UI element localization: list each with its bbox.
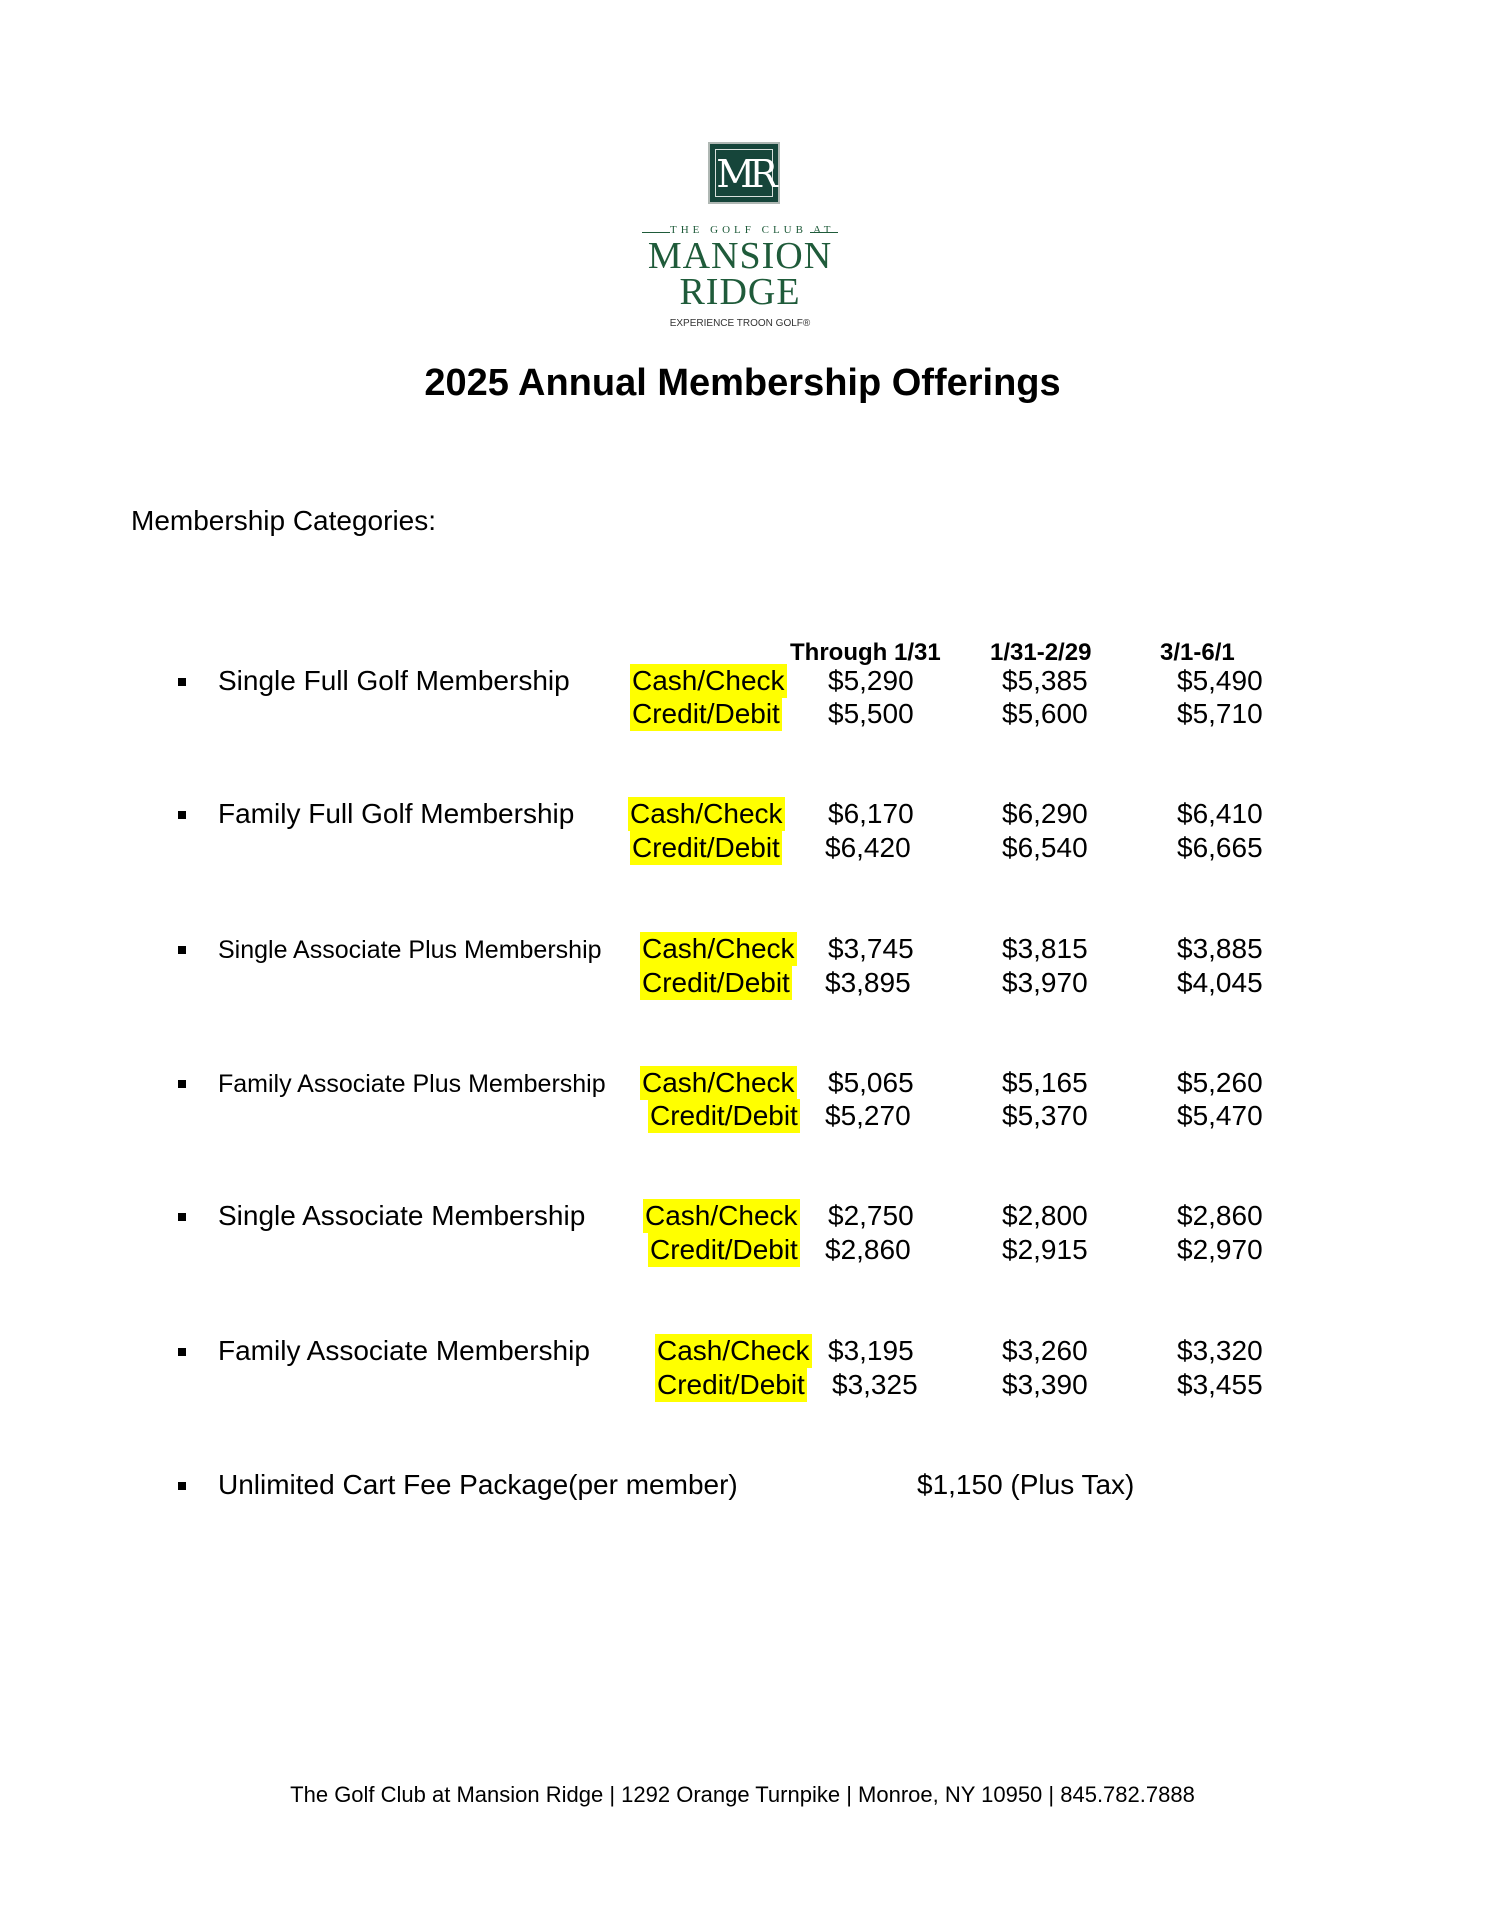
price-cash-col1: $5,065: [828, 1067, 914, 1098]
price-credit-col3: $2,970: [1177, 1234, 1263, 1265]
bullet-icon: [178, 1213, 186, 1221]
membership-name: Single Full Golf Membership: [218, 665, 570, 696]
price-cash-col2: $5,385: [1002, 665, 1088, 696]
membership-name: Family Full Golf Membership: [218, 798, 575, 829]
bullet-icon: [178, 1080, 186, 1088]
price-credit-col1: $3,325: [832, 1369, 918, 1400]
cart-package-price: $1,150 (Plus Tax): [917, 1469, 1135, 1500]
price-cash-col2: $5,165: [1002, 1067, 1088, 1098]
section-heading: Membership Categories:: [131, 505, 437, 536]
page-title: 2025 Annual Membership Offerings: [424, 362, 1061, 404]
credit-debit-label: Credit/Debit: [657, 1369, 805, 1400]
price-cash-col1: $3,745: [828, 933, 914, 964]
price-credit-col1: $5,500: [828, 698, 914, 729]
price-credit-col3: $5,710: [1177, 698, 1263, 729]
cash-check-label: Cash/Check: [645, 1200, 798, 1231]
logo-line1: THE GOLF CLUB AT: [670, 224, 835, 236]
credit-debit-label: Credit/Debit: [632, 698, 780, 729]
cash-check-label: Cash/Check: [642, 933, 795, 964]
price-cash-col3: $6,410: [1177, 798, 1263, 829]
price-cash-col3: $3,320: [1177, 1335, 1263, 1366]
bullet-icon: [178, 811, 186, 819]
logo-line3: RIDGE: [679, 271, 801, 313]
membership-name: Family Associate Membership: [218, 1335, 590, 1366]
column-header-3-1-6-1: 3/1-6/1: [1160, 639, 1235, 666]
price-cash-col3: $2,860: [1177, 1200, 1263, 1231]
price-credit-col1: $2,860: [825, 1234, 911, 1265]
membership-name: Single Associate Membership: [218, 1200, 586, 1231]
price-credit-col3: $4,045: [1177, 967, 1263, 998]
price-cash-col2: $2,800: [1002, 1200, 1088, 1231]
price-cash-col3: $5,260: [1177, 1067, 1263, 1098]
membership-name: Single Associate Plus Membership: [218, 936, 602, 964]
price-cash-col2: $3,815: [1002, 933, 1088, 964]
price-credit-col3: $6,665: [1177, 832, 1263, 863]
price-credit-col2: $3,970: [1002, 967, 1088, 998]
price-credit-col1: $5,270: [825, 1100, 911, 1131]
credit-debit-label: Credit/Debit: [650, 1234, 798, 1265]
credit-debit-label: Credit/Debit: [632, 832, 780, 863]
bullet-icon: [178, 946, 186, 954]
price-credit-col3: $5,470: [1177, 1100, 1263, 1131]
price-cash-col1: $2,750: [828, 1200, 914, 1231]
price-credit-col2: $6,540: [1002, 832, 1088, 863]
cash-check-label: Cash/Check: [642, 1067, 795, 1098]
bullet-icon: [178, 678, 186, 686]
membership-name: Family Associate Plus Membership: [218, 1070, 606, 1098]
cash-check-label: Cash/Check: [657, 1335, 810, 1366]
price-cash-col2: $3,260: [1002, 1335, 1088, 1366]
logo-monogram-icon: MR: [708, 142, 780, 204]
cash-check-label: Cash/Check: [630, 798, 783, 829]
column-header-1-31-2-29: 1/31-2/29: [990, 639, 1092, 666]
price-credit-col2: $2,915: [1002, 1234, 1088, 1265]
price-cash-col1: $5,290: [828, 665, 914, 696]
credit-debit-label: Credit/Debit: [650, 1100, 798, 1131]
bullet-icon: [178, 1348, 186, 1356]
column-header-through-1-31: Through 1/31: [790, 639, 941, 666]
price-credit-col2: $5,600: [1002, 698, 1088, 729]
price-cash-col1: $6,170: [828, 798, 914, 829]
price-credit-col3: $3,455: [1177, 1369, 1263, 1400]
price-credit-col2: $5,370: [1002, 1100, 1088, 1131]
price-credit-col2: $3,390: [1002, 1369, 1088, 1400]
price-cash-col1: $3,195: [828, 1335, 914, 1366]
price-credit-col1: $3,895: [825, 967, 911, 998]
cart-package-name: Unlimited Cart Fee Package(per member): [218, 1469, 738, 1500]
price-credit-col1: $6,420: [825, 832, 911, 863]
price-cash-col3: $5,490: [1177, 665, 1263, 696]
cash-check-label: Cash/Check: [632, 665, 785, 696]
bullet-icon: [178, 1482, 186, 1490]
footer-address: The Golf Club at Mansion Ridge | 1292 Orange Turnpike | Monroe, NY 10950 | 845.782.7888: [290, 1782, 1195, 1807]
price-cash-col2: $6,290: [1002, 798, 1088, 829]
logo-tagline: EXPERIENCE TROON GOLF®: [669, 318, 811, 329]
logo-line2: MANSION: [647, 235, 833, 277]
price-cash-col3: $3,885: [1177, 933, 1263, 964]
credit-debit-label: Credit/Debit: [642, 967, 790, 998]
